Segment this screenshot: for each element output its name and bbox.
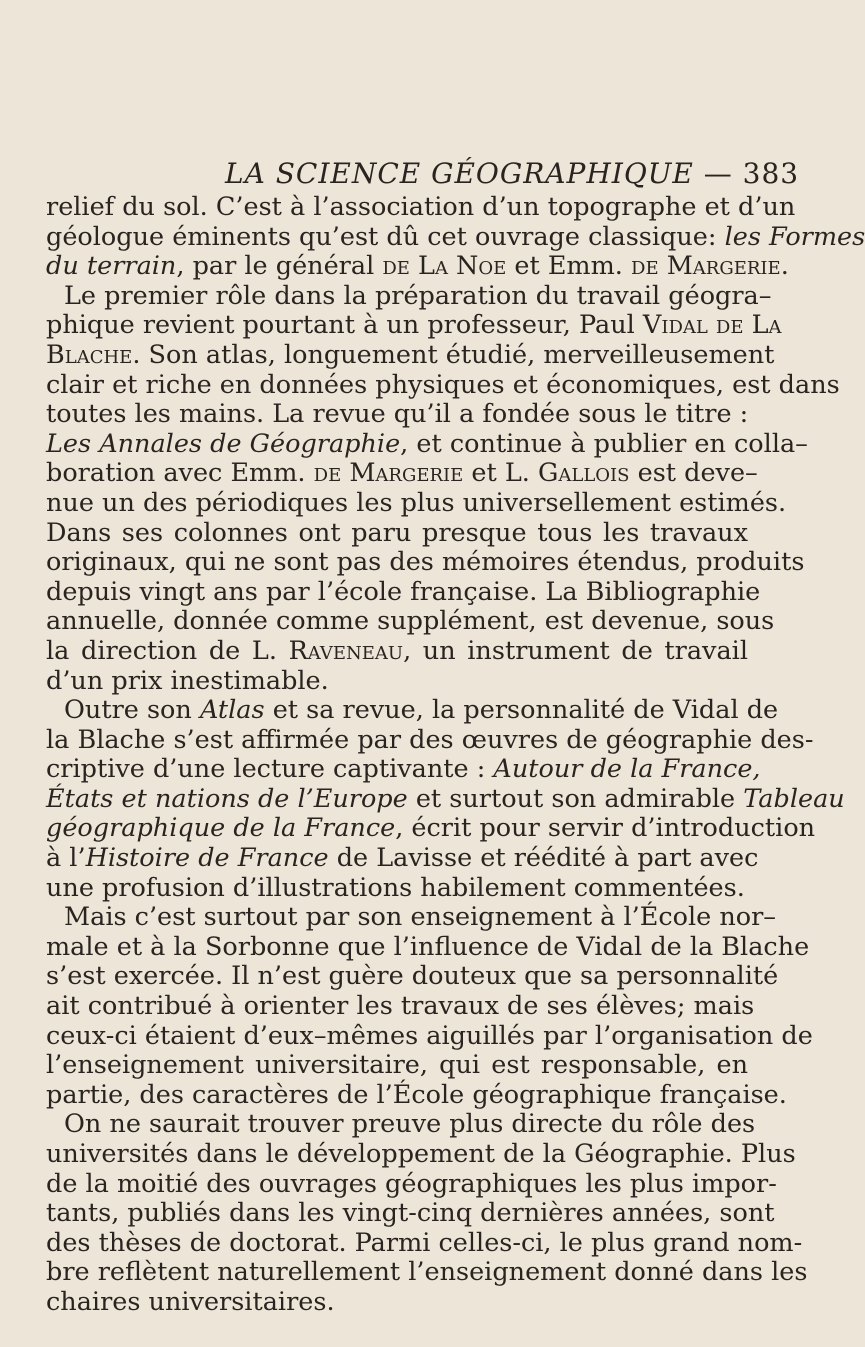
text-line xyxy=(46,931,810,963)
text-run: partie, des caractères de l’École géographique française. xyxy=(46,1079,787,1110)
text-line xyxy=(46,487,787,519)
text-run: On ne saurait trouver preuve plus directe du rôle des xyxy=(64,1109,756,1140)
text-line xyxy=(46,1257,808,1288)
text-run: et sa revue, la personnalité de Vidal de xyxy=(264,695,779,726)
text-run: Raveneau xyxy=(288,635,404,666)
text-line xyxy=(46,991,755,1022)
text-line xyxy=(46,813,816,844)
text-run: toutes les mains. La revue qu’il a fondée sous le titre : xyxy=(46,399,749,430)
text-line xyxy=(46,1198,775,1229)
text-line xyxy=(46,251,789,282)
text-run: s’est exercée. Il n’est guère douteux que sa personnalité xyxy=(46,961,779,992)
body-text xyxy=(46,192,865,1318)
text-line xyxy=(46,400,748,430)
text-run: Outre son xyxy=(64,695,200,726)
text-run: bre reflètent naturellement l’enseignement donné dans les xyxy=(46,1257,808,1288)
text-run: ceux-ci étaient d’eux–mêmes aiguillés par l’organisation de xyxy=(46,1020,813,1051)
text-line xyxy=(46,754,761,785)
text-run: annuelle, donnée comme supplément, est devenue, sous xyxy=(46,606,775,637)
text-line xyxy=(46,874,748,904)
text-line xyxy=(46,280,772,312)
text-line xyxy=(46,221,865,253)
text-run: du terrain xyxy=(46,251,177,282)
text-line xyxy=(46,637,748,667)
text-run: Tableau xyxy=(743,783,845,814)
text-line xyxy=(46,339,775,371)
text-run: relief du sol. C’est à l’association d’un topographe et d’un xyxy=(46,192,796,222)
text-run: de Margerie xyxy=(631,251,781,282)
text-run: male et à la Sorbonne que l’influence de Vidal de la Blache xyxy=(46,931,810,962)
text-run: les Formes xyxy=(724,221,865,252)
text-line xyxy=(46,667,748,697)
text-run: est deve– xyxy=(629,458,758,489)
text-run: phique revient pourtant à un professeur, Paul xyxy=(46,310,643,341)
text-run: et Emm. xyxy=(506,251,632,282)
text-run: Atlas xyxy=(199,695,265,726)
text-run: nue un des périodiques les plus universellement estimés. xyxy=(46,487,787,518)
running-header xyxy=(225,157,801,193)
text-line xyxy=(46,1139,796,1170)
text-line xyxy=(46,724,814,756)
text-line xyxy=(46,310,782,341)
text-run: l’enseignement universitaire, qui est responsable, en xyxy=(46,1050,748,1081)
text-run: géographique de la France xyxy=(46,813,396,844)
text-run: la direction de L. xyxy=(46,635,289,666)
text-line xyxy=(46,843,759,874)
text-line xyxy=(46,1227,803,1259)
text-line xyxy=(46,1168,777,1200)
text-line xyxy=(46,369,840,401)
page-number: 383 xyxy=(742,157,800,190)
text-line xyxy=(46,1288,748,1318)
text-run: boration avec Emm. xyxy=(46,458,314,489)
text-run: . xyxy=(780,251,789,282)
text-line xyxy=(46,1051,748,1081)
text-run: et L. xyxy=(463,458,539,489)
text-run: d’un prix inestimable. xyxy=(46,665,329,696)
text-run: des thèses de doctorat. Parmi celles-ci, le plus grand nom- xyxy=(46,1227,803,1258)
text-line xyxy=(46,519,748,549)
text-run: originaux, qui ne sont pas des mémoires étendus, produits xyxy=(46,547,805,578)
text-run: de Lavisse et réédité à part avec xyxy=(328,843,759,874)
text-line xyxy=(46,961,779,992)
text-line xyxy=(46,695,779,726)
text-run: clair et riche en données physiques et économiques, est dans xyxy=(46,369,840,400)
text-run: , par le général xyxy=(176,251,383,282)
text-line xyxy=(46,428,808,460)
text-run: de la moitié des ouvrages géographiques les plus impor- xyxy=(46,1168,777,1199)
text-run: universités dans le développement de la Géographie. Plus xyxy=(46,1139,796,1169)
text-run: depuis vingt ans par l’école française. La Bibliographie xyxy=(46,576,761,607)
text-run: à l’ xyxy=(46,843,86,874)
header-dash: — xyxy=(703,157,733,190)
text-line xyxy=(46,783,845,815)
text-run: criptive d’une lecture captivante : xyxy=(46,754,494,785)
text-run: Vidal de La xyxy=(642,310,782,341)
text-run: ait contribué à orienter les travaux de ses élèves; mais xyxy=(46,991,755,1022)
text-run: géologue éminents qu’est dû cet ouvrage classique: xyxy=(46,221,725,252)
text-line xyxy=(46,576,761,608)
text-run: Gallois xyxy=(538,458,630,489)
text-run: Histoire de France xyxy=(85,843,329,874)
text-run: Autour de la France, xyxy=(493,754,761,785)
text-run: , un instrument de travail xyxy=(403,635,748,666)
text-run: une profusion d’illustrations habilement commentées. xyxy=(46,872,745,903)
text-run: la Blache s’est affirmée par des œuvres de géographie des- xyxy=(46,724,814,755)
text-line xyxy=(46,1109,756,1140)
text-run: . Son atlas, longuement étudié, merveilleusement xyxy=(132,339,775,370)
text-run: Mais c’est surtout par son enseignement à l’École nor– xyxy=(64,902,777,933)
text-line xyxy=(46,192,796,223)
text-run: de Margerie xyxy=(313,458,464,489)
text-run: Blache xyxy=(46,339,133,370)
running-title: LA SCIENCE GÉOGRAPHIQUE xyxy=(225,157,694,190)
text-line xyxy=(46,902,777,933)
text-run: Dans ses colonnes ont paru presque tous les travaux xyxy=(46,517,748,548)
text-line xyxy=(46,606,775,637)
text-line xyxy=(46,1020,813,1052)
text-run: , écrit pour servir d’introduction xyxy=(395,813,816,844)
text-run: de La Noe xyxy=(382,251,507,282)
text-run: Les Annales de Géographie xyxy=(46,428,401,459)
text-run: chaires universitaires. xyxy=(46,1286,335,1317)
text-run: tants, publiés dans les vingt-cinq dernières années, sont xyxy=(46,1198,775,1229)
text-run: , et continue à publier en colla– xyxy=(400,428,808,459)
text-run: Le premier rôle dans la préparation du travail géogra– xyxy=(64,280,772,311)
text-line xyxy=(46,547,805,578)
text-run: et surtout son admirable xyxy=(407,783,744,814)
text-run: États et nations de l’Europe xyxy=(46,783,408,814)
text-line xyxy=(46,458,758,489)
text-line xyxy=(46,1079,787,1111)
